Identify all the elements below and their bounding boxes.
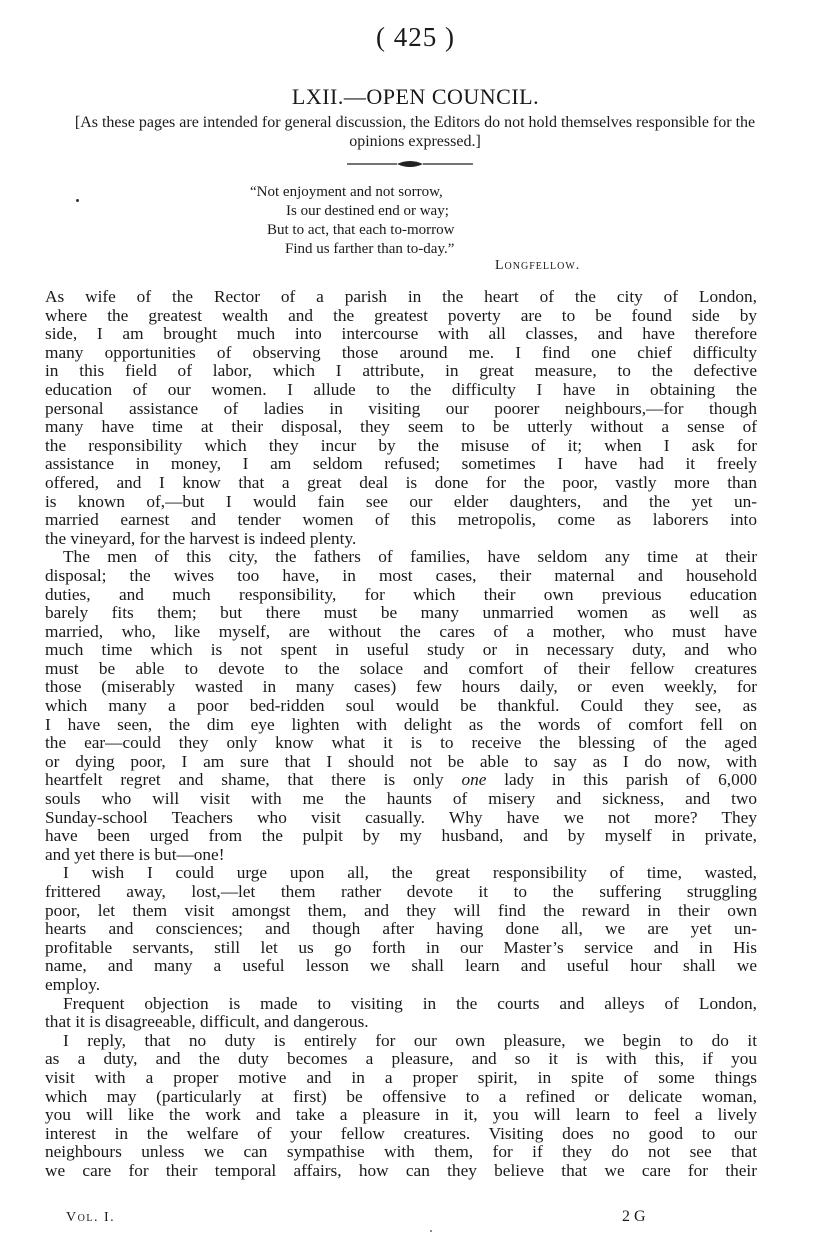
body-line: As wife of the Rector of a parish in the heart of the city of London, bbox=[45, 287, 757, 306]
print-speck bbox=[76, 199, 79, 202]
epigraph-line: Find us farther than to-day.” bbox=[285, 241, 455, 257]
body-line: The men of this city, the fathers of families, have seldom any time at their bbox=[63, 547, 757, 567]
body-line: which many a poor bed-ridden soul would be thankful. Could they see, as bbox=[45, 696, 757, 716]
body-line: have been urged from the pulpit by my husband, and by myself in private, bbox=[45, 826, 757, 846]
body-line: souls who will visit with me the haunts of misery and sickness, and two bbox=[45, 789, 757, 809]
body-line: Frequent objection is made to visiting in the courts and alleys of London, bbox=[63, 993, 757, 1013]
divider-ornament-icon bbox=[345, 158, 475, 170]
body-line: duties, and much responsibility, for which their own previous education bbox=[45, 584, 757, 604]
body-line: where the greatest wealth and the greatest poverty are to be found side by bbox=[45, 305, 757, 325]
print-speck bbox=[430, 1230, 432, 1232]
body-line: frittered away, lost,—let them rather devote it to the suffering struggling bbox=[45, 882, 757, 901]
volume-label: Vol. I. bbox=[66, 1210, 116, 1225]
body-line: must be able to devote to the solace and comfort of their fellow creatures bbox=[45, 658, 757, 678]
body-line: those (miserably wasted in many cases) few hours daily, or even weekly, for bbox=[45, 677, 757, 697]
body-line: I have seen, the dim eye lighten with delight as the words of comfort fell on bbox=[45, 714, 757, 734]
body-line: the ear—could they only know what it is to receive the blessing of the aged bbox=[45, 733, 757, 753]
body-line: the responsibility which they incur by the misuse of it; when I ask for bbox=[45, 435, 757, 455]
body-line: many have time at their disposal, they seem to be utterly without a sense of bbox=[45, 417, 757, 437]
emphasis-word: one bbox=[461, 770, 487, 790]
body-line: disposal; the wives too have, in most cases, their maternal and household bbox=[45, 565, 757, 585]
body-line: I wish I could urge upon all, the great responsibility of time, wasted, bbox=[63, 863, 757, 883]
body-line: name, and many a useful lesson we shall learn and useful hour shall we bbox=[45, 956, 757, 976]
body-line: Sunday-school Teachers who visit casually. Why have we not more? They bbox=[45, 807, 757, 827]
epigraph bbox=[250, 183, 454, 259]
body-line: assistance in money, I am seldom refused; sometimes I have had it freely bbox=[45, 454, 757, 474]
body-line: married, who, like myself, are without the cares of a mother, who must have bbox=[45, 621, 757, 641]
body-line: and yet there is but—one! bbox=[45, 844, 225, 864]
body-line: you will like the work and take a pleasure in it, you will learn to feel a lively bbox=[45, 1105, 757, 1125]
body-line: interest in the welfare of your fellow creatures. Visiting does no good to our bbox=[45, 1123, 757, 1143]
body-line: poor, let them visit amongst them, and they will find the reward in their own bbox=[45, 900, 757, 920]
body-line: many opportunities of observing those around me. I find one chief difficulty bbox=[45, 342, 757, 362]
body-line: profitable servants, still let us go forth in our Master’s service and in His bbox=[45, 937, 757, 957]
body-line: I reply, that no duty is entirely for our own pleasure, we begin to do it bbox=[63, 1030, 757, 1050]
body-line: offered, and I know that a great deal is done for the poor, vastly more than bbox=[45, 472, 757, 492]
body-line: side, I am brought much into intercourse with all classes, and have therefore bbox=[45, 324, 757, 344]
body-line: much time which is not spent in useful study or in necessary duty, and who bbox=[45, 640, 757, 660]
editor-note: [As these pages are intended for general discussion, the Editors do not hold themselves responsible for the opinions expressed.] bbox=[74, 114, 756, 150]
body-line: married earnest and tender women of this metropolis, come as laborers into bbox=[45, 510, 757, 530]
signature-mark: 2 G bbox=[622, 1208, 646, 1225]
body-line: which may (particularly at first) be offensive to a refined or delicate woman, bbox=[45, 1086, 757, 1106]
body-line: we care for their temporal affairs, how can they believe that we care for their bbox=[45, 1160, 757, 1180]
section-title: LXII.—OPEN COUNCIL. bbox=[291, 84, 540, 109]
body-line: in this field of labor, which I attribute, in great measure, to the defective bbox=[45, 361, 757, 381]
epigraph-line: But to act, that each to-morrow bbox=[267, 222, 455, 238]
body-line: heartfelt regret and shame, that there is only one lady in this parish of 6,000 bbox=[45, 770, 757, 790]
article-body bbox=[45, 288, 757, 1181]
body-line: neighbours unless we can sympathise with them, for if they do not see that bbox=[45, 1142, 757, 1162]
body-line: visit with a proper motive and in a proper spirit, in spite of some things bbox=[45, 1067, 757, 1087]
body-line: employ. bbox=[45, 974, 101, 994]
epigraph-line: Is our destined end or way; bbox=[286, 203, 449, 219]
body-line: is known of,—but I would fain see our elder daughters, and the yet un- bbox=[45, 491, 757, 511]
epigraph-attribution: Longfellow. bbox=[495, 258, 581, 273]
body-line: that it is disagreeable, difficult, and dangerous. bbox=[45, 1012, 369, 1032]
epigraph-line: “Not enjoyment and not sorrow, bbox=[250, 184, 443, 200]
body-line: hearts and consciences; and though after having done all, we are yet un- bbox=[45, 919, 757, 939]
page-number: ( 425 ) bbox=[376, 22, 455, 52]
body-line: education of our women. I allude to the difficulty I have in obtaining the bbox=[45, 379, 757, 399]
body-line: as a duty, and the duty becomes a pleasure, and so it is with this, if you bbox=[45, 1049, 757, 1069]
body-line: personal assistance of ladies in visiting our poorer neighbours,—for though bbox=[45, 398, 757, 418]
body-line: or dying poor, I am sure that I should not be able to say as I do now, with bbox=[45, 751, 757, 771]
body-line: the vineyard, for the harvest is indeed plenty. bbox=[45, 528, 357, 548]
body-line: barely fits them; but there must be many unmarried women as well as bbox=[45, 603, 757, 623]
